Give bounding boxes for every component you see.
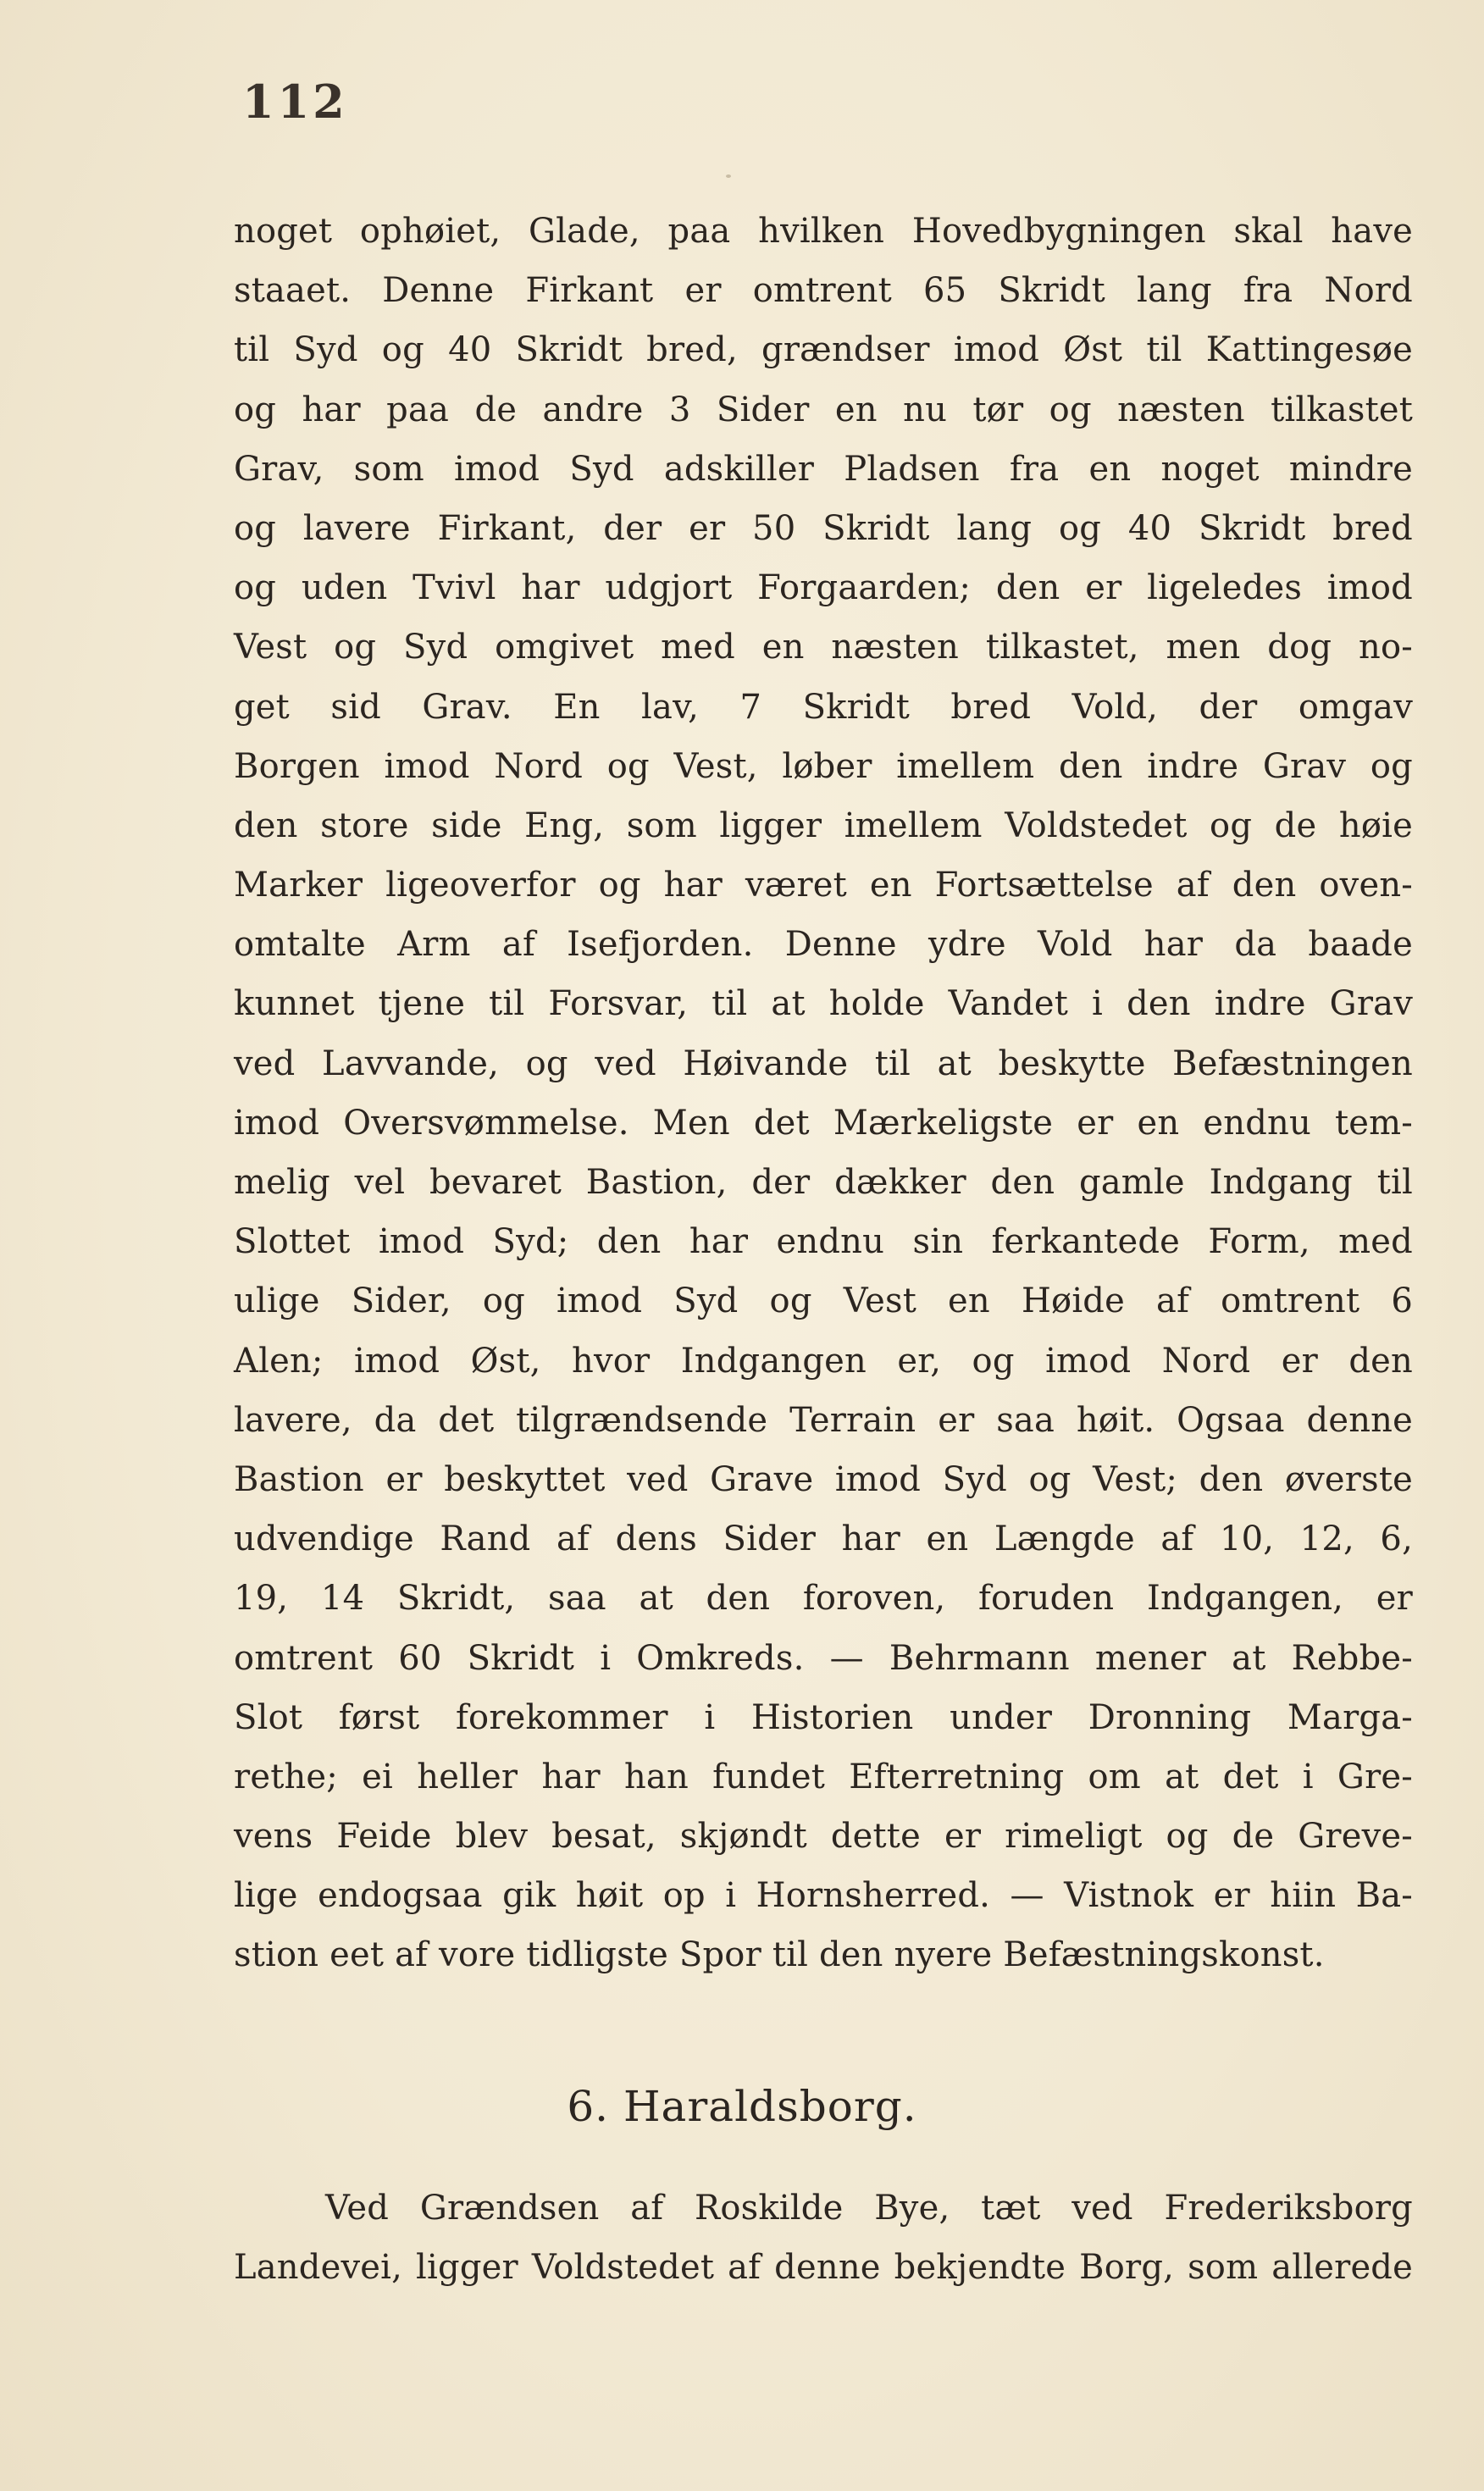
paper-speck	[726, 174, 731, 178]
section-text	[234, 2178, 1413, 2297]
text-line: Alen; imod Øst, hvor Indgangen er, og imod Nord er den	[234, 1341, 1413, 1381]
text-line: Slottet imod Syd; den har endnu sin ferkantede Form, med	[234, 1222, 1413, 1262]
text-line: vens Feide blev besat, skjøndt dette er rimeligt og de Greve-	[234, 1817, 1413, 1857]
text-line: imod Oversvømmelse. Men det Mærkeligste er en endnu tem-	[234, 1103, 1413, 1143]
text-line: kunnet tjene til Forsvar, til at holde Vandet i den indre Grav	[234, 984, 1413, 1024]
text-line: Marker ligeoverfor og har været en Fortsættelse af den oven-	[234, 866, 1413, 905]
text-line: Grav, som imod Syd adskiller Pladsen fra en noget mindre	[234, 449, 1413, 489]
text-line: omtrent 60 Skridt i Omkreds. — Behrmann mener at Rebbe-	[234, 1638, 1413, 1678]
text-line: rethe; ei heller har han fundet Efterretning om at det i Gre-	[234, 1757, 1413, 1796]
text-line: og har paa de andre 3 Sider en nu tør og næsten tilkastet	[234, 390, 1413, 429]
text-line: og uden Tvivl har udgjort Forgaarden; den er ligeledes imod	[234, 568, 1413, 608]
text-line: get sid Grav. En lav, 7 Skridt bred Vold, der omgav	[234, 687, 1413, 727]
text-line: Ved Grændsen af Roskilde Bye, tæt ved Frederiksborg	[325, 2189, 1413, 2228]
text-line: melig vel bevaret Bastion, der dækker den gamle Indgang til	[234, 1163, 1413, 1202]
text-line: og lavere Firkant, der er 50 Skridt lang og 40 Skridt bred	[234, 508, 1413, 548]
text-line: omtalte Arm af Isefjorden. Denne ydre Vold har da baade	[234, 925, 1413, 965]
text-line: 19, 14 Skridt, saa at den foroven, foruden Indgangen, er	[234, 1579, 1413, 1619]
text-line: den store side Eng, som ligger imellem Voldstedet og de høie	[234, 805, 1413, 845]
text-line: stion eet af vore tidligste Spor til den nyere Befæstningskonst.	[234, 1935, 1325, 1975]
text-line: staaet. Denne Firkant er omtrent 65 Skridt lang fra Nord	[234, 271, 1413, 311]
text-line: noget ophøiet, Glade, paa hvilken Hovedbygningen skal have	[234, 212, 1413, 251]
section-heading: 6. Haraldsborg.	[567, 2082, 917, 2131]
text-line: ulige Sider, og imod Syd og Vest en Høide af omtrent 6	[234, 1281, 1413, 1321]
page-number: 112	[242, 75, 348, 129]
text-line: lavere, da det tilgrændsende Terrain er saa høit. Ogsaa denne	[234, 1400, 1413, 1440]
body-text	[234, 202, 1413, 1985]
text-line: lige endogsaa gik høit op i Hornsherred. — Vistnok er hiin Ba-	[234, 1876, 1413, 1916]
text-line: Landevei, ligger Voldstedet af denne bekjendte Borg, som allerede	[234, 2248, 1413, 2288]
text-line: udvendige Rand af dens Sider har en Længde af 10, 12, 6,	[234, 1520, 1413, 1559]
text-line: ved Lavvande, og ved Høivande til at beskytte Befæstningen	[234, 1043, 1413, 1083]
text-line: Slot først forekommer i Historien under Dronning Marga-	[234, 1697, 1413, 1737]
text-line: til Syd og 40 Skridt bred, grændser imod Øst til Kattingesøe	[234, 330, 1413, 370]
text-line: Bastion er beskyttet ved Grave imod Syd og Vest; den øverste	[234, 1459, 1413, 1499]
text-line: Vest og Syd omgivet med en næsten tilkastet, men dog no-	[234, 628, 1413, 667]
text-line: Borgen imod Nord og Vest, løber imellem den indre Grav og	[234, 746, 1413, 786]
